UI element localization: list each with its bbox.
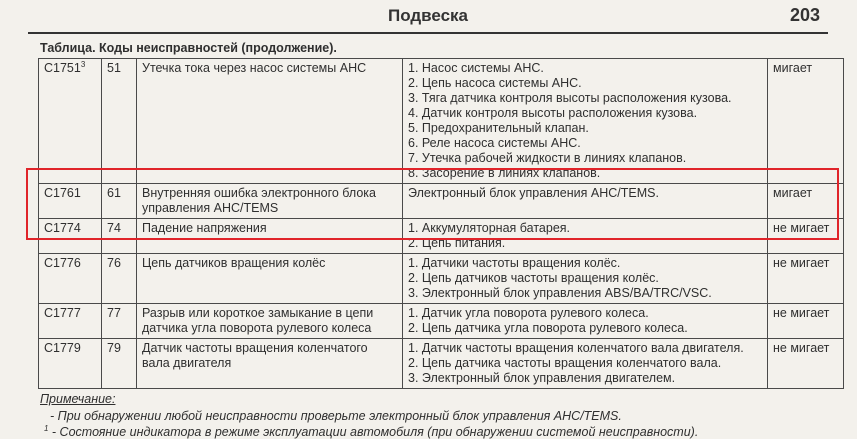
section-title: Подвеска <box>387 6 469 25</box>
cell-indicator: мигает <box>768 184 844 219</box>
cell-indicator: не мигает <box>768 219 844 254</box>
cell-code <box>39 304 102 339</box>
cell-indicator: не мигает <box>768 254 844 304</box>
note-title: Примечание: <box>40 392 116 406</box>
code-text: C1776 <box>44 256 81 270</box>
table-row <box>39 254 844 304</box>
cause-item: 1. Датчики частоты вращения колёс. <box>408 256 621 270</box>
cause-item: 1. Датчик частоты вращения коленчатого вала двигателя. <box>408 341 744 355</box>
code-text: C1751 <box>44 61 81 75</box>
cause-item: 1. Аккумуляторная батарея. <box>408 221 571 235</box>
cell-causes <box>403 254 768 304</box>
cause-item: 2. Цепь питания. <box>408 236 506 250</box>
cause-item: 8. Засорение в линиях клапанов. <box>408 166 601 180</box>
cause-item: 1. Датчик угла поворота рулевого колеса. <box>408 306 649 320</box>
cause-item: 3. Тяга датчика контроля высоты расположения кузова. <box>408 91 732 105</box>
cell-description: Цепь датчиков вращения колёс <box>137 254 403 304</box>
code-text: C1777 <box>44 306 81 320</box>
cell-causes <box>403 339 768 389</box>
cause-item: 6. Реле насоса системы АНС. <box>408 136 581 150</box>
cause-item: 1. Насос системы АНС. <box>408 61 544 75</box>
cell-description: Падение напряжения <box>137 219 403 254</box>
code-text: C1761 <box>44 186 81 200</box>
cell-causes <box>403 304 768 339</box>
note-line-2-text: - Состояние индикатора в режиме эксплуатации автомобиля (при обнаружении системой неисправности). <box>48 425 699 439</box>
table-row <box>39 339 844 389</box>
cell-number: 77 <box>102 304 137 339</box>
page-number: 203 <box>789 5 820 25</box>
cell-code <box>39 339 102 389</box>
note-footnote-marker: 1 <box>44 423 49 433</box>
cell-description: Утечка тока через насос системы АНС <box>137 59 403 184</box>
cell-description: Разрыв или короткое замыкание в цепи датчика угла поворота рулевого колеса <box>137 304 403 339</box>
cause-item: 3. Электронный блок управления двигателем. <box>408 371 676 385</box>
cause-item: 4. Датчик контроля высоты расположения кузова. <box>408 106 698 120</box>
cause-item: 2. Цепь датчика угла поворота рулевого колеса. <box>408 321 688 335</box>
code-text: C1774 <box>44 221 81 235</box>
cause-item: 3. Электронный блок управления ABS/BA/TRC/VSC. <box>408 286 712 300</box>
note-line-1: - При обнаружении любой неисправности проверьте электронный блок управления АНС/TEMS. <box>50 409 622 423</box>
cell-number: 74 <box>102 219 137 254</box>
cause-item: Электронный блок управления АНС/TEMS. <box>408 186 659 200</box>
code-footnote-marker: 3 <box>80 59 86 69</box>
table-row <box>39 59 844 184</box>
cause-item: 5. Предохранительный клапан. <box>408 121 589 135</box>
cell-number: 79 <box>102 339 137 389</box>
cell-code <box>39 59 102 184</box>
cell-causes <box>403 59 768 184</box>
cause-item: 7. Утечка рабочей жидкости в линиях клапанов. <box>408 151 687 165</box>
cell-number: 76 <box>102 254 137 304</box>
cell-number: 61 <box>102 184 137 219</box>
page-header <box>28 4 828 34</box>
cell-indicator: не мигает <box>768 339 844 389</box>
cell-indicator: мигает <box>768 59 844 184</box>
cause-item: 2. Цепь насоса системы АНС. <box>408 76 582 90</box>
highlight-box <box>26 168 839 240</box>
cause-item: 2. Цепь датчика частоты вращения коленчатого вала. <box>408 356 722 370</box>
table-row <box>39 304 844 339</box>
code-text: C1779 <box>44 341 81 355</box>
table-caption: Таблица. Коды неисправностей (продолжение). <box>40 41 337 55</box>
cell-code <box>39 254 102 304</box>
cell-description: Датчик частоты вращения коленчатого вала двигателя <box>137 339 403 389</box>
cause-item: 2. Цепь датчиков частоты вращения колёс. <box>408 271 659 285</box>
cell-indicator: не мигает <box>768 304 844 339</box>
cell-description: Внутренняя ошибка электронного блока управления АНС/TEMS <box>137 184 403 219</box>
cell-number: 51 <box>102 59 137 184</box>
